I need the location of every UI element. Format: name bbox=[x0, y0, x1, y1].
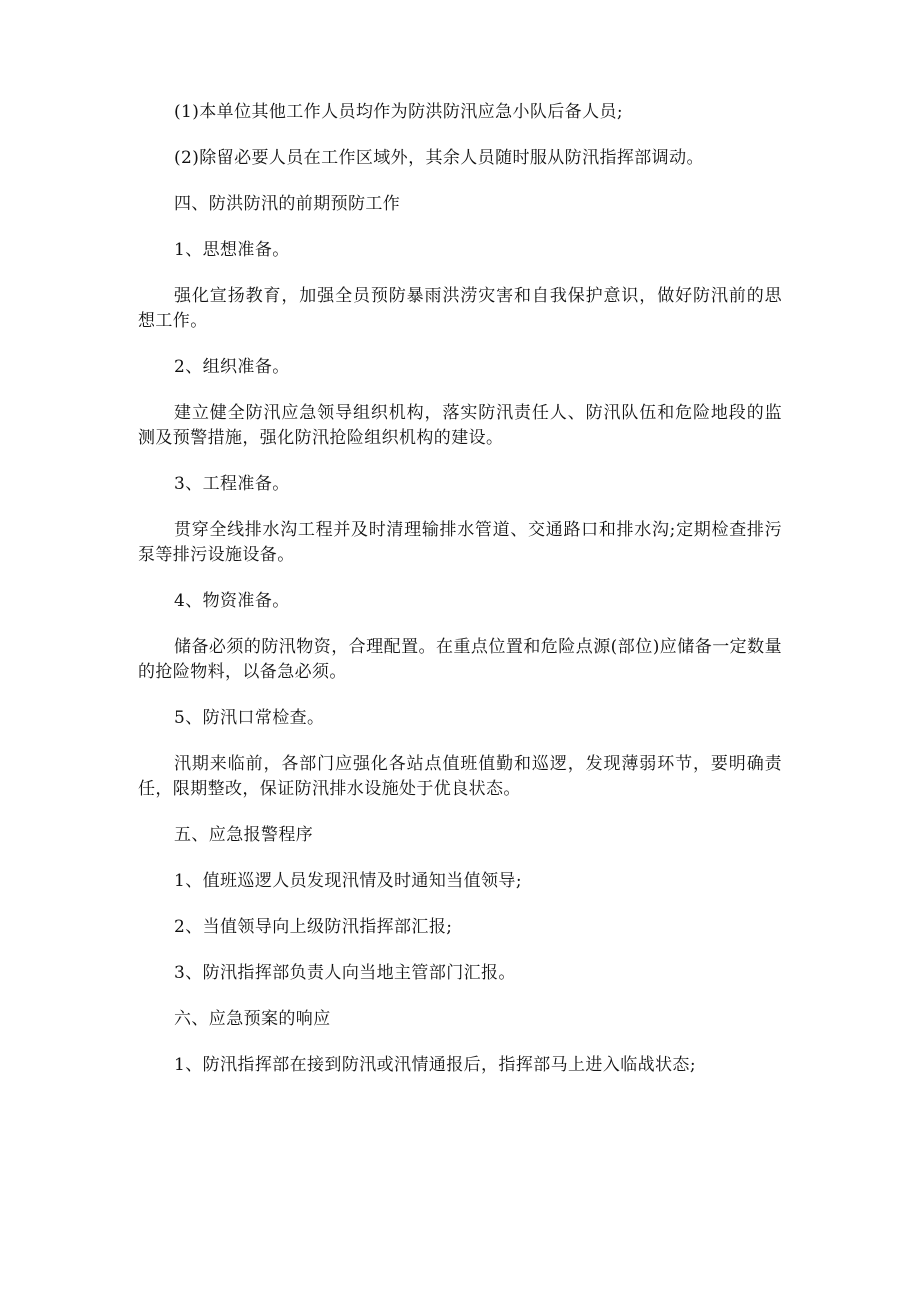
list-item-alarm-3: 3、防汛指挥部负责人向当地主管部门汇报。 bbox=[174, 963, 516, 983]
paragraph-reserve-staff: (1)本单位其他工作人员均作为防洪防汛应急小队后备人员; bbox=[174, 102, 624, 122]
section-heading-alarm-procedure: 五、应急报警程序 bbox=[174, 825, 314, 845]
section-heading-prevention: 四、防洪防汛的前期预防工作 bbox=[174, 194, 401, 214]
subheading-ideological-prep: 1、思想准备。 bbox=[174, 240, 290, 260]
list-item-alarm-2: 2、当值领导向上级防汛指挥部汇报; bbox=[174, 917, 453, 937]
subheading-organizational-prep: 2、组织准备。 bbox=[174, 357, 290, 377]
paragraph-materials-prep: 储备必须的防汛物资，合理配置。在重点位置和危险点源(部位)应储备一定数量的抢险物料，以备急必须。 bbox=[138, 637, 782, 682]
paragraph-staff-dispatch: (2)除留必要人员在工作区域外，其余人员随时服从防汛指挥部调动。 bbox=[174, 148, 704, 168]
list-item-response-1: 1、防汛指挥部在接到防汛或汛情通报后，指挥部马上进入临战状态; bbox=[174, 1055, 696, 1075]
section-heading-plan-response: 六、应急预案的响应 bbox=[174, 1009, 331, 1029]
subheading-routine-inspection: 5、防汛口常检查。 bbox=[174, 708, 325, 728]
subheading-engineering-prep: 3、工程准备。 bbox=[174, 474, 290, 494]
subheading-materials-prep: 4、物资准备。 bbox=[174, 591, 290, 611]
paragraph-ideological-prep: 强化宣扬教育，加强全员预防暴雨洪涝灾害和自我保护意识，做好防汛前的思想工作。 bbox=[138, 286, 782, 331]
list-item-alarm-1: 1、值班巡逻人员发现汛情及时通知当值领导; bbox=[174, 871, 522, 891]
paragraph-engineering-prep: 贯穿全线排水沟工程并及时清理输排水管道、交通路口和排水沟;定期检查排污泵等排污设施设备。 bbox=[138, 520, 782, 565]
paragraph-organizational-prep: 建立健全防汛应急领导组织机构，落实防汛责任人、防汛队伍和危险地段的监测及预警措施，强化防汛抢险组织机构的建设。 bbox=[138, 403, 782, 448]
paragraph-routine-inspection: 汛期来临前，各部门应强化各站点值班值勤和巡逻，发现薄弱环节，要明确责任，限期整改，保证防汛排水设施处于优良状态。 bbox=[138, 754, 782, 799]
